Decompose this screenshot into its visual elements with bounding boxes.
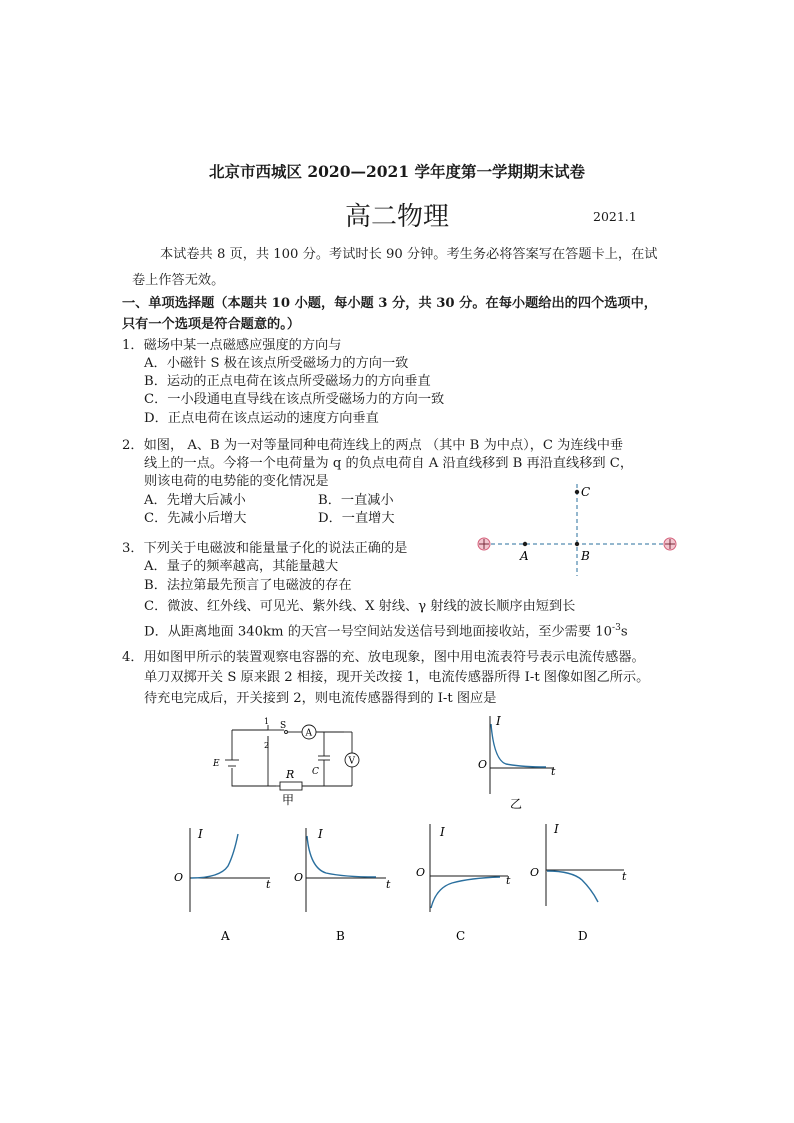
graph-d-y-label: I bbox=[554, 822, 559, 836]
battery-label: E bbox=[213, 759, 220, 769]
graph-b-origin: O bbox=[294, 871, 304, 884]
q1-option-b: B．运动的正点电荷在该点所受磁场力的方向垂直 bbox=[144, 374, 431, 389]
graph-b-x-label: t bbox=[386, 878, 391, 891]
q3-option-b: B．法拉第最先预言了电磁波的存在 bbox=[144, 578, 352, 593]
point-c-dot bbox=[575, 490, 579, 494]
graph-d-curve bbox=[547, 871, 598, 902]
switch-label: S bbox=[280, 721, 287, 731]
positive-charge-right bbox=[664, 538, 676, 550]
point-a-label: A bbox=[520, 549, 529, 563]
q3-stem: 3．下列关于电磁波和能量量子化的说法正确的是 bbox=[122, 541, 408, 556]
contact-2-label: 2 bbox=[264, 741, 270, 750]
q2-stem-line-2: 线上的一点。今将一个电荷量为 q 的负点电荷自 A 沿直线移到 B 再沿直线移到 C， bbox=[144, 456, 634, 471]
q4-graph-yi bbox=[474, 712, 574, 812]
subject-title: 高二物理 bbox=[344, 202, 449, 232]
graph-d-caption: D bbox=[578, 929, 588, 943]
q3-option-a: A．量子的频率越高，其能量越大 bbox=[144, 559, 339, 574]
graph-yi-x-label: t bbox=[551, 765, 556, 778]
point-b-dot bbox=[575, 542, 579, 546]
resistor-label: R bbox=[286, 768, 295, 781]
q3-option-d-exponent: -3 bbox=[612, 623, 621, 633]
q4-stem-line-1: 4．用如图甲所示的装置观察电容器的充、放电现象，图中用电流表符号表示电流传感器。 bbox=[122, 650, 645, 665]
voltmeter-label: V bbox=[348, 756, 355, 767]
point-b-label: B bbox=[581, 549, 590, 563]
contact-1-label: 1 bbox=[264, 717, 270, 726]
graph-a-x-label: t bbox=[266, 878, 271, 891]
q4-graph-option-d bbox=[528, 820, 638, 945]
q4-circuit-figure bbox=[208, 716, 368, 808]
q2-option-d: D．一直增大 bbox=[318, 511, 395, 526]
q2-option-b: B．一直减小 bbox=[318, 493, 394, 508]
q4-stem-line-2: 单刀双掷开关 S 原来跟 2 相接，现开关改接 1，电流传感器所得 I-t 图像如图乙所示。 bbox=[144, 670, 650, 685]
capacitor-label: C bbox=[312, 767, 319, 777]
graph-c-y-label: I bbox=[440, 825, 445, 839]
graph-c-x-label: t bbox=[506, 874, 511, 887]
intro-line-2: 卷上作答无效。 bbox=[132, 273, 225, 288]
point-c-label: C bbox=[581, 485, 591, 499]
q4-stem-line-3: 待充电完成后，开关接到 2，则电流传感器得到的 I-t 图应是 bbox=[144, 691, 497, 706]
section-heading-line-2: 只有一个选项是符合题意的。） bbox=[122, 317, 301, 332]
q1-option-a: A．小磁针 S 极在该点所受磁场力的方向一致 bbox=[144, 356, 409, 371]
q1-option-d: D．正点电荷在该点运动的速度方向垂直 bbox=[144, 411, 379, 426]
graph-yi-curve bbox=[491, 724, 546, 767]
graph-a-caption: A bbox=[221, 929, 230, 943]
q2-option-c: C．先减小后增大 bbox=[144, 511, 247, 526]
q3-option-d bbox=[144, 619, 628, 641]
graph-a-origin: O bbox=[174, 871, 184, 884]
graph-yi-caption: 乙 bbox=[510, 797, 523, 811]
section-heading-line-1: 一、单项选择题（本题共 10 小题，每小题 3 分，共 30 分。在每小题给出的四个选项中， bbox=[122, 296, 657, 311]
exam-title: 北京市西城区 2020—2021 学年度第一学期期末试卷 bbox=[208, 162, 586, 181]
q3-option-d-unit: s bbox=[620, 624, 628, 640]
graph-d-x-label: t bbox=[622, 870, 627, 883]
q2-charge-figure bbox=[470, 478, 685, 580]
point-a-dot bbox=[523, 542, 527, 546]
graph-b-caption: B bbox=[336, 929, 345, 943]
q2-stem-line-1: 2．如图， A、B 为一对等量同种电荷连线上的两点 （其中 B 为中点），C 为连线中垂 bbox=[122, 438, 624, 453]
circuit-caption: 甲 bbox=[282, 793, 295, 807]
positive-charge-left bbox=[478, 538, 490, 550]
q3-option-d-text: D．从距离地面 340km 的天宫一号空间站发送信号到地面接收站，至少需要 10 bbox=[144, 624, 613, 640]
exam-date: 2021.1 bbox=[593, 209, 637, 224]
q1-stem: 1．磁场中某一点磁感应强度的方向与 bbox=[122, 338, 342, 353]
graph-d-origin: O bbox=[530, 866, 540, 879]
q3-option-c: C．微波、红外线、可见光、紫外线、X 射线、γ 射线的波长顺序由短到长 bbox=[144, 599, 576, 614]
q1-option-c: C．一小段通电直导线在该点所受磁场力的方向一致 bbox=[144, 392, 445, 407]
q2-stem-line-3: 则该电荷的电势能的变化情况是 bbox=[144, 474, 329, 489]
graph-yi-y-label: I bbox=[496, 714, 501, 728]
graph-a-y-label: I bbox=[198, 827, 203, 841]
graph-yi-origin: O bbox=[478, 758, 488, 771]
intro-line-1: 本试卷共 8 页，共 100 分。考试时长 90 分钟。考生务必将答案写在答题卡上，在试 bbox=[160, 247, 658, 262]
graph-c-caption: C bbox=[456, 929, 466, 943]
graph-b-curve bbox=[307, 836, 376, 877]
graph-c-origin: O bbox=[416, 866, 426, 879]
graph-b-y-label: I bbox=[318, 827, 323, 841]
q4-graph-option-a bbox=[170, 820, 280, 945]
q4-graph-option-c bbox=[410, 820, 520, 945]
graph-c-curve bbox=[431, 877, 500, 908]
q4-graph-option-b bbox=[290, 820, 400, 945]
ammeter-label: A bbox=[305, 728, 312, 739]
q2-option-a: A．先增大后减小 bbox=[144, 493, 246, 508]
